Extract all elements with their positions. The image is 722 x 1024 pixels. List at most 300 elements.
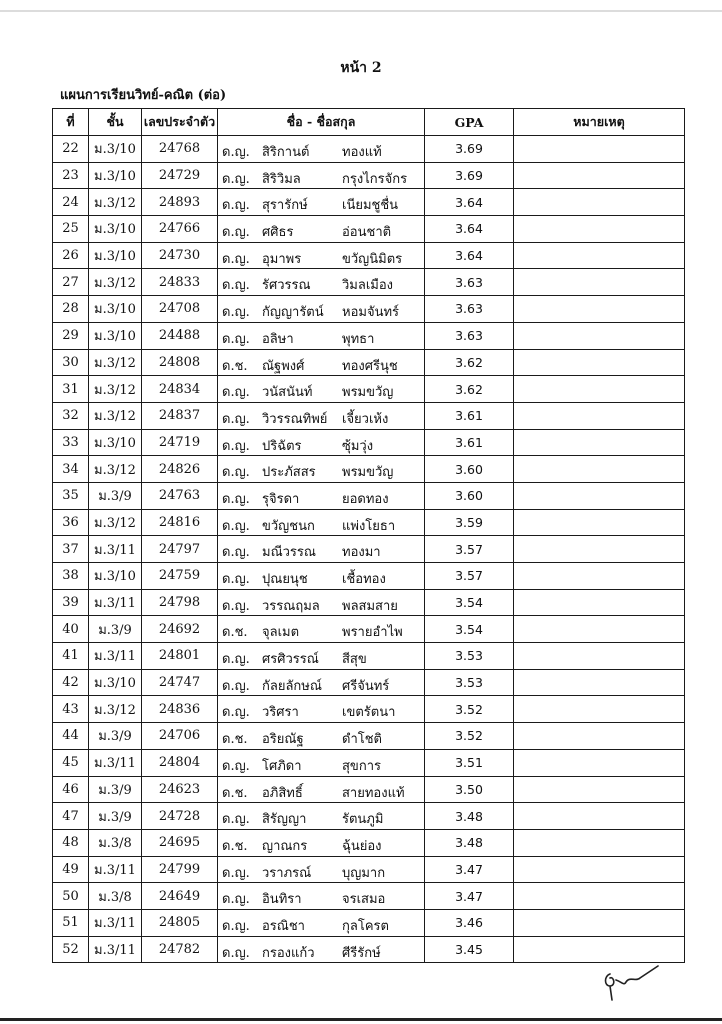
name-prefix: ด.ช. bbox=[222, 732, 248, 748]
cell-class: ม.3/9 bbox=[89, 616, 142, 643]
name-prefix: ด.ญ. bbox=[222, 225, 250, 241]
last-name: พรมขวัญ bbox=[342, 465, 394, 481]
name-prefix: ด.ญ. bbox=[222, 251, 250, 267]
name-prefix: ด.ญ. bbox=[222, 865, 250, 881]
table-row bbox=[53, 749, 685, 776]
cell-remark bbox=[514, 563, 685, 590]
cell-gpa: 3.52 bbox=[425, 696, 514, 723]
cell-class: ม.3/11 bbox=[89, 856, 142, 883]
cell-no: 42 bbox=[53, 669, 89, 696]
cell-no: 30 bbox=[53, 349, 89, 376]
last-name: บุญมาก bbox=[342, 865, 386, 881]
cell-class: ม.3/11 bbox=[89, 909, 142, 936]
cell-no: 38 bbox=[53, 563, 89, 590]
cell-remark bbox=[514, 322, 685, 349]
cell-gpa: 3.62 bbox=[425, 349, 514, 376]
cell-gpa: 3.63 bbox=[425, 269, 514, 296]
cell-name bbox=[218, 669, 425, 696]
table-row bbox=[53, 216, 685, 243]
cell-name bbox=[218, 829, 425, 856]
cell-name bbox=[218, 216, 425, 243]
scan-bottom-edge bbox=[0, 1018, 722, 1021]
cell-no: 40 bbox=[53, 616, 89, 643]
cell-no: 33 bbox=[53, 429, 89, 456]
cell-name bbox=[218, 269, 425, 296]
name-prefix: ด.ญ. bbox=[222, 678, 250, 694]
header-student-id: เลขประจำตัว bbox=[142, 109, 218, 136]
name-prefix: ด.ญ. bbox=[222, 945, 250, 961]
cell-class: ม.3/9 bbox=[89, 482, 142, 509]
cell-remark bbox=[514, 376, 685, 403]
first-name: ญาณกร bbox=[262, 838, 308, 854]
cell-no: 23 bbox=[53, 162, 89, 189]
cell-name bbox=[218, 589, 425, 616]
cell-gpa: 3.61 bbox=[425, 429, 514, 456]
cell-no: 45 bbox=[53, 749, 89, 776]
cell-no: 34 bbox=[53, 456, 89, 483]
name-prefix: ด.ช. bbox=[222, 625, 248, 641]
table-row bbox=[53, 482, 685, 509]
cell-name bbox=[218, 749, 425, 776]
header-gpa: GPA bbox=[425, 109, 514, 136]
page-label: หน้า 2 bbox=[340, 60, 382, 76]
cell-student-id: 24834 bbox=[142, 376, 218, 403]
cell-student-id: 24623 bbox=[142, 776, 218, 803]
cell-remark bbox=[514, 829, 685, 856]
cell-no: 41 bbox=[53, 643, 89, 670]
cell-name bbox=[218, 776, 425, 803]
first-name: กัลยลักษณ์ bbox=[262, 678, 322, 694]
cell-no: 26 bbox=[53, 242, 89, 269]
cell-class: ม.3/10 bbox=[89, 322, 142, 349]
table-row bbox=[53, 242, 685, 269]
cell-name bbox=[218, 242, 425, 269]
table-row bbox=[53, 269, 685, 296]
cell-name bbox=[218, 563, 425, 590]
cell-student-id: 24706 bbox=[142, 723, 218, 750]
first-name: กรองแก้ว bbox=[262, 945, 315, 961]
table-header-row bbox=[53, 109, 685, 136]
name-prefix: ด.ญ. bbox=[222, 305, 250, 321]
name-prefix: ด.ญ. bbox=[222, 385, 250, 401]
cell-class: ม.3/8 bbox=[89, 883, 142, 910]
name-prefix: ด.ญ. bbox=[222, 918, 250, 934]
cell-student-id: 24719 bbox=[142, 429, 218, 456]
cell-gpa: 3.50 bbox=[425, 776, 514, 803]
cell-no: 22 bbox=[53, 136, 89, 163]
cell-remark bbox=[514, 883, 685, 910]
cell-student-id: 24836 bbox=[142, 696, 218, 723]
name-prefix: ด.ญ. bbox=[222, 465, 250, 481]
table-row bbox=[53, 536, 685, 563]
name-prefix: ด.ช. bbox=[222, 785, 248, 801]
cell-class: ม.3/12 bbox=[89, 349, 142, 376]
cell-class: ม.3/9 bbox=[89, 776, 142, 803]
scan-top-edge bbox=[0, 10, 722, 12]
cell-gpa: 3.46 bbox=[425, 909, 514, 936]
table-row bbox=[53, 349, 685, 376]
cell-remark bbox=[514, 509, 685, 536]
cell-gpa: 3.69 bbox=[425, 136, 514, 163]
last-name: ซุ้มวุ่ง bbox=[342, 438, 374, 454]
first-name: กัญญารัตน์ bbox=[262, 305, 324, 321]
cell-class: ม.3/12 bbox=[89, 269, 142, 296]
header-class: ชั้น bbox=[89, 109, 142, 136]
cell-name bbox=[218, 536, 425, 563]
last-name: ทองแท้ bbox=[342, 145, 382, 160]
first-name: ศศิธร bbox=[262, 225, 294, 241]
cell-no: 25 bbox=[53, 216, 89, 243]
name-prefix: ด.ญ. bbox=[222, 491, 250, 507]
name-prefix: ด.ญ. bbox=[222, 652, 250, 668]
cell-class: ม.3/11 bbox=[89, 936, 142, 963]
cell-gpa: 3.53 bbox=[425, 643, 514, 670]
cell-no: 48 bbox=[53, 829, 89, 856]
cell-class: ม.3/12 bbox=[89, 376, 142, 403]
cell-gpa: 3.61 bbox=[425, 402, 514, 429]
last-name: เจี้ยวเห้ง bbox=[342, 411, 389, 427]
cell-remark bbox=[514, 749, 685, 776]
last-name: เขตรัตนา bbox=[342, 705, 396, 721]
last-name: ทองมา bbox=[342, 545, 381, 561]
cell-class: ม.3/10 bbox=[89, 563, 142, 590]
cell-student-id: 24833 bbox=[142, 269, 218, 296]
name-prefix: ด.ญ. bbox=[222, 438, 250, 454]
cell-remark bbox=[514, 402, 685, 429]
last-name: วิมลเมือง bbox=[342, 278, 394, 294]
table-row bbox=[53, 803, 685, 830]
cell-remark bbox=[514, 482, 685, 509]
cell-student-id: 24801 bbox=[142, 643, 218, 670]
cell-gpa: 3.51 bbox=[425, 749, 514, 776]
cell-name bbox=[218, 296, 425, 323]
cell-student-id: 24768 bbox=[142, 136, 218, 163]
name-prefix: ด.ญ. bbox=[222, 198, 250, 214]
cell-class: ม.3/9 bbox=[89, 723, 142, 750]
cell-gpa: 3.57 bbox=[425, 536, 514, 563]
name-prefix: ด.ญ. bbox=[222, 705, 250, 721]
cell-remark bbox=[514, 803, 685, 830]
name-prefix: ด.ญ. bbox=[222, 598, 250, 614]
cell-gpa: 3.64 bbox=[425, 189, 514, 216]
cell-name bbox=[218, 616, 425, 643]
cell-remark bbox=[514, 856, 685, 883]
cell-class: ม.3/12 bbox=[89, 189, 142, 216]
cell-class: ม.3/12 bbox=[89, 696, 142, 723]
cell-no: 29 bbox=[53, 322, 89, 349]
table-row bbox=[53, 296, 685, 323]
cell-name bbox=[218, 456, 425, 483]
cell-class: ม.3/11 bbox=[89, 536, 142, 563]
cell-class: ม.3/11 bbox=[89, 589, 142, 616]
name-prefix: ด.ญ. bbox=[222, 758, 250, 774]
cell-student-id: 24799 bbox=[142, 856, 218, 883]
cell-student-id: 24730 bbox=[142, 242, 218, 269]
cell-remark bbox=[514, 269, 685, 296]
cell-student-id: 24649 bbox=[142, 883, 218, 910]
first-name: วริศรา bbox=[262, 705, 299, 721]
last-name: เชื้อทอง bbox=[342, 572, 386, 587]
cell-student-id: 24837 bbox=[142, 402, 218, 429]
name-prefix: ด.ญ. bbox=[222, 145, 250, 160]
section-title: แผนการเรียนวิทย์-คณิต (ต่อ) bbox=[60, 88, 227, 103]
cell-student-id: 24692 bbox=[142, 616, 218, 643]
table-row bbox=[53, 909, 685, 936]
cell-gpa: 3.53 bbox=[425, 669, 514, 696]
first-name: อรณิชา bbox=[262, 918, 305, 934]
cell-name bbox=[218, 696, 425, 723]
cell-gpa: 3.48 bbox=[425, 829, 514, 856]
first-name: วรรณฤมล bbox=[262, 598, 320, 614]
last-name: พรมขวัญ bbox=[342, 385, 394, 401]
cell-gpa: 3.54 bbox=[425, 616, 514, 643]
cell-class: ม.3/10 bbox=[89, 162, 142, 189]
first-name: สิริวิมล bbox=[262, 171, 301, 187]
cell-remark bbox=[514, 189, 685, 216]
cell-student-id: 24797 bbox=[142, 536, 218, 563]
cell-name bbox=[218, 429, 425, 456]
last-name: ขวัญนิมิตร bbox=[342, 251, 403, 267]
cell-remark bbox=[514, 643, 685, 670]
first-name: อภิสิทธิ์ bbox=[262, 785, 303, 801]
last-name: ทองศรีนุช bbox=[342, 358, 398, 374]
cell-class: ม.3/11 bbox=[89, 643, 142, 670]
first-name: สิรัญญา bbox=[262, 812, 307, 828]
cell-gpa: 3.45 bbox=[425, 936, 514, 963]
last-name: แพ่งโยธา bbox=[342, 518, 396, 534]
cell-remark bbox=[514, 696, 685, 723]
table-row bbox=[53, 589, 685, 616]
last-name: ฉุ้นย่อง bbox=[342, 838, 382, 854]
cell-name bbox=[218, 136, 425, 163]
first-name: ปริฉัตร bbox=[262, 438, 302, 454]
cell-name bbox=[218, 322, 425, 349]
first-name: สุรารักษ์ bbox=[262, 198, 308, 214]
cell-student-id: 24728 bbox=[142, 803, 218, 830]
cell-name bbox=[218, 402, 425, 429]
name-prefix: ด.ญ. bbox=[222, 812, 250, 828]
cell-gpa: 3.63 bbox=[425, 296, 514, 323]
table-row bbox=[53, 936, 685, 963]
last-name: กรุงไกรจักร bbox=[342, 171, 408, 187]
first-name: อริยณัฐ bbox=[262, 732, 304, 748]
last-name: รัตนภูมิ bbox=[342, 812, 384, 828]
table-row bbox=[53, 563, 685, 590]
cell-class: ม.3/10 bbox=[89, 216, 142, 243]
cell-name bbox=[218, 482, 425, 509]
cell-remark bbox=[514, 909, 685, 936]
cell-no: 46 bbox=[53, 776, 89, 803]
name-prefix: ด.ญ. bbox=[222, 572, 250, 587]
cell-student-id: 24759 bbox=[142, 563, 218, 590]
first-name: รุจิรดา bbox=[262, 491, 300, 507]
name-prefix: ด.ญ. bbox=[222, 278, 250, 294]
cell-remark bbox=[514, 536, 685, 563]
cell-no: 52 bbox=[53, 936, 89, 963]
name-prefix: ด.ญ. bbox=[222, 892, 250, 908]
cell-remark bbox=[514, 296, 685, 323]
cell-student-id: 24763 bbox=[142, 482, 218, 509]
cell-student-id: 24708 bbox=[142, 296, 218, 323]
cell-name bbox=[218, 723, 425, 750]
first-name: ขวัญชนก bbox=[262, 518, 315, 534]
table-row bbox=[53, 856, 685, 883]
cell-remark bbox=[514, 216, 685, 243]
last-name: กุลโครต bbox=[342, 918, 389, 934]
cell-gpa: 3.59 bbox=[425, 509, 514, 536]
table-row bbox=[53, 883, 685, 910]
cell-student-id: 24729 bbox=[142, 162, 218, 189]
cell-no: 49 bbox=[53, 856, 89, 883]
header-no: ที่ bbox=[53, 109, 89, 136]
first-name: อุมาพร bbox=[262, 251, 302, 267]
cell-no: 39 bbox=[53, 589, 89, 616]
table-row bbox=[53, 429, 685, 456]
last-name: ยอดทอง bbox=[342, 491, 389, 507]
cell-gpa: 3.57 bbox=[425, 563, 514, 590]
last-name: พรายอำไพ bbox=[342, 625, 403, 641]
name-prefix: ด.ญ. bbox=[222, 331, 250, 347]
last-name: จรเสมอ bbox=[342, 892, 386, 908]
name-prefix: ด.ญ. bbox=[222, 545, 250, 561]
table-row bbox=[53, 189, 685, 216]
first-name: วนัสนันท์ bbox=[262, 385, 313, 401]
first-name: โศภิดา bbox=[262, 758, 302, 774]
cell-gpa: 3.62 bbox=[425, 376, 514, 403]
cell-gpa: 3.69 bbox=[425, 162, 514, 189]
cell-no: 47 bbox=[53, 803, 89, 830]
last-name: สุขการ bbox=[342, 758, 381, 774]
name-prefix: ด.ช. bbox=[222, 358, 248, 374]
first-name: อินทิรา bbox=[262, 892, 302, 908]
cell-student-id: 24747 bbox=[142, 669, 218, 696]
cell-gpa: 3.47 bbox=[425, 856, 514, 883]
header-name: ชื่อ - ชื่อสกุล bbox=[218, 109, 425, 136]
cell-no: 37 bbox=[53, 536, 89, 563]
last-name: สายทองแท้ bbox=[342, 785, 405, 801]
name-prefix: ด.ช. bbox=[222, 838, 248, 854]
table-row bbox=[53, 669, 685, 696]
first-name: สิริกานต์ bbox=[262, 145, 310, 160]
first-name: วราภรณ์ bbox=[262, 865, 312, 881]
first-name: ณัฐพงศ์ bbox=[262, 358, 305, 374]
cell-name bbox=[218, 803, 425, 830]
name-prefix: ด.ญ. bbox=[222, 411, 250, 427]
name-prefix: ด.ญ. bbox=[222, 171, 250, 187]
cell-student-id: 24804 bbox=[142, 749, 218, 776]
table-row bbox=[53, 616, 685, 643]
last-name: ศรีจันทร์ bbox=[342, 678, 390, 694]
table-row bbox=[53, 376, 685, 403]
last-name: พุทธา bbox=[342, 331, 375, 347]
cell-class: ม.3/10 bbox=[89, 429, 142, 456]
cell-class: ม.3/12 bbox=[89, 402, 142, 429]
cell-name bbox=[218, 909, 425, 936]
cell-student-id: 24488 bbox=[142, 322, 218, 349]
cell-student-id: 24798 bbox=[142, 589, 218, 616]
cell-remark bbox=[514, 936, 685, 963]
cell-gpa: 3.47 bbox=[425, 883, 514, 910]
cell-no: 36 bbox=[53, 509, 89, 536]
cell-student-id: 24695 bbox=[142, 829, 218, 856]
table-row bbox=[53, 509, 685, 536]
last-name: ศีรีรักษ์ bbox=[342, 945, 381, 961]
cell-no: 44 bbox=[53, 723, 89, 750]
cell-name bbox=[218, 856, 425, 883]
cell-gpa: 3.64 bbox=[425, 216, 514, 243]
cell-remark bbox=[514, 429, 685, 456]
table-row bbox=[53, 723, 685, 750]
header-remark: หมายเหตุ bbox=[514, 109, 685, 136]
table-row bbox=[53, 643, 685, 670]
table-row bbox=[53, 829, 685, 856]
cell-no: 31 bbox=[53, 376, 89, 403]
table-row bbox=[53, 776, 685, 803]
cell-name bbox=[218, 162, 425, 189]
first-name: อลิษา bbox=[262, 331, 294, 347]
last-name: อ่อนชาติ bbox=[342, 225, 392, 241]
cell-no: 50 bbox=[53, 883, 89, 910]
cell-name bbox=[218, 349, 425, 376]
cell-student-id: 24826 bbox=[142, 456, 218, 483]
cell-remark bbox=[514, 162, 685, 189]
cell-remark bbox=[514, 349, 685, 376]
cell-student-id: 24808 bbox=[142, 349, 218, 376]
table-row bbox=[53, 162, 685, 189]
last-name: หอมจันทร์ bbox=[342, 305, 400, 321]
cell-student-id: 24782 bbox=[142, 936, 218, 963]
cell-name bbox=[218, 643, 425, 670]
table-row bbox=[53, 456, 685, 483]
cell-class: ม.3/10 bbox=[89, 296, 142, 323]
cell-gpa: 3.48 bbox=[425, 803, 514, 830]
table-row bbox=[53, 136, 685, 163]
cell-remark bbox=[514, 669, 685, 696]
cell-remark bbox=[514, 589, 685, 616]
first-name: รัศวรรณ bbox=[262, 278, 311, 294]
first-name: วิวรรณทิพย์ bbox=[262, 411, 328, 427]
cell-gpa: 3.52 bbox=[425, 723, 514, 750]
cell-name bbox=[218, 509, 425, 536]
cell-gpa: 3.60 bbox=[425, 482, 514, 509]
signature-mark bbox=[596, 962, 666, 1002]
cell-name bbox=[218, 883, 425, 910]
cell-student-id: 24766 bbox=[142, 216, 218, 243]
first-name: จุลเมต bbox=[262, 625, 300, 641]
cell-remark bbox=[514, 456, 685, 483]
cell-class: ม.3/10 bbox=[89, 669, 142, 696]
student-gpa-table bbox=[52, 108, 685, 963]
cell-no: 43 bbox=[53, 696, 89, 723]
last-name: ดำโชติ bbox=[342, 732, 382, 748]
cell-gpa: 3.63 bbox=[425, 322, 514, 349]
cell-remark bbox=[514, 723, 685, 750]
table-row bbox=[53, 402, 685, 429]
cell-remark bbox=[514, 616, 685, 643]
cell-no: 24 bbox=[53, 189, 89, 216]
cell-gpa: 3.60 bbox=[425, 456, 514, 483]
cell-class: ม.3/10 bbox=[89, 136, 142, 163]
first-name: มณีวรรณ bbox=[262, 545, 316, 561]
cell-class: ม.3/8 bbox=[89, 829, 142, 856]
cell-gpa: 3.54 bbox=[425, 589, 514, 616]
table-row bbox=[53, 322, 685, 349]
cell-class: ม.3/11 bbox=[89, 749, 142, 776]
last-name: พลสมสาย bbox=[342, 598, 398, 614]
cell-student-id: 24893 bbox=[142, 189, 218, 216]
cell-gpa: 3.64 bbox=[425, 242, 514, 269]
table-row bbox=[53, 696, 685, 723]
